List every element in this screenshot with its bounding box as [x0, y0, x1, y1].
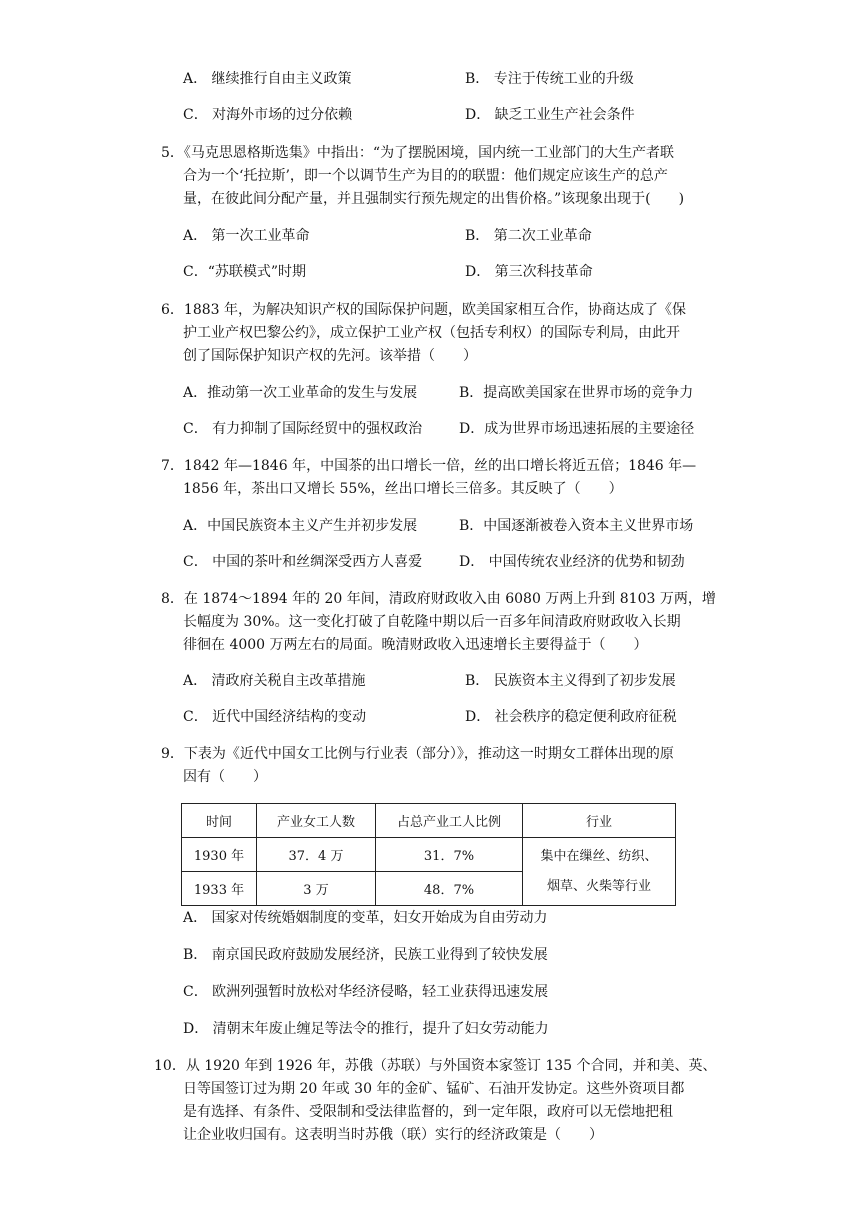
female-workers-table [181, 803, 676, 906]
q6-option-a: A．推动第一次工业革命的发生与发展 [183, 385, 418, 401]
q6-stem-line-2: 护工业产权巴黎公约》，成立保护工业产权（包括专利权）的国际专利局，由此开 [183, 325, 680, 341]
q8-option-b: B． 民族资本主义得到了初步发展 [465, 673, 676, 689]
q6-option-b: B．提高欧美国家在世界市场的竞争力 [459, 385, 694, 401]
q9-stem-line-2: 因有（ ） [183, 769, 267, 785]
q5-option-c: C．“苏联模式”时期 [183, 264, 307, 280]
q4-option-b: B． 专注于传统工业的升级 [465, 71, 634, 87]
table-cell: 1930 年 [182, 838, 257, 872]
table-header-cell: 占总产业工人比例 [376, 804, 523, 838]
q4-option-c: C． 对海外市场的过分依赖 [183, 107, 353, 123]
table-cell: 3 万 [257, 872, 376, 906]
q6-stem-line-1: 6．1883 年，为解决知识产权的国际保护问题，欧美国家相互合作，协商达成了《保 [161, 302, 686, 318]
q9-stem-line-1: 9．下表为《近代中国女工比例与行业表（部分）》，推动这一时期女工群体出现的原 [161, 746, 674, 762]
q6-stem-line-3: 创了国际保护知识产权的先河。该举措（ ） [183, 348, 477, 364]
q10-stem-line-1: 10．从 1920 年到 1926 年，苏俄（苏联）与外国资本家签订 135 个合同，并和美、英、 [154, 1058, 717, 1074]
q7-option-c: C． 中国的茶叶和丝绸深受西方人喜爱 [183, 554, 423, 570]
q6-option-d: D．成为世界市场迅速拓展的主要途径 [459, 421, 695, 437]
table-cell: 31．7% [376, 838, 523, 872]
q7-option-b: B．中国逐渐被卷入资本主义世界市场 [459, 518, 694, 534]
table-header-cell: 时间 [182, 804, 257, 838]
q8-option-c: C． 近代中国经济结构的变动 [183, 709, 367, 725]
q5-option-a: A． 第一次工业革命 [183, 228, 310, 244]
q9-option-c: C． 欧洲列强暂时放松对华经济侵略，轻工业获得迅速发展 [183, 984, 549, 1000]
q10-stem-line-3: 是有选择、有条件、受限制和受法律监督的，到一定年限，政府可以无偿地把租 [183, 1104, 673, 1120]
q7-option-d: D． 中国传统农业经济的优势和韧劲 [459, 554, 685, 570]
q7-stem-line-1: 7．1842 年—1846 年，中国茶的出口增长一倍，丝的出口增长将近五倍；1846 年— [161, 458, 697, 474]
q8-stem-line-2: 长幅度为 30%。这一变化打破了自乾隆中期以后一百多年间清政府财政收入长期 [183, 614, 681, 630]
table-cell: 37．4 万 [257, 838, 376, 872]
table-cell: 48．7% [376, 872, 523, 906]
q7-stem-line-2: 1856 年，茶出口又增长 55%，丝出口增长三倍多。其反映了（ ） [183, 481, 623, 497]
q5-option-b: B． 第二次工业革命 [465, 228, 592, 244]
table-header-cell: 产业女工人数 [257, 804, 376, 838]
q8-stem-line-1: 8．在 1874～1894 年的 20 年间，清政府财政收入由 6080 万两上升到 8103 万两，增 [161, 591, 716, 607]
q6-option-c: C． 有力抑制了国际经贸中的强权政治 [183, 421, 423, 437]
table-cell: 1933 年 [182, 872, 257, 906]
industry-line-1: 集中在缫丝、纺织、 [540, 848, 658, 864]
table-header-row [182, 804, 676, 838]
q9-option-a: A． 国家对传统婚姻制度的变革，妇女开始成为自由劳动力 [183, 910, 548, 926]
q10-stem-line-4: 让企业收归国有。这表明当时苏俄（联）实行的经济政策是（ ） [183, 1127, 603, 1143]
table-row [182, 838, 676, 872]
q8-option-d: D． 社会秩序的稳定便利政府征税 [465, 709, 677, 725]
q8-stem-line-3: 徘徊在 4000 万两左右的局面。晚清财政收入迅速增长主要得益于（ ） [183, 637, 648, 653]
q5-stem-line-2: 合为一个‘托拉斯’，即一个以调节生产为目的的联盟：他们规定应该生产的总产 [183, 168, 668, 184]
q10-stem-line-2: 日等国签订过为期 20 年或 30 年的金矿、锰矿、石油开发协定。这些外资项目都 [183, 1081, 685, 1097]
q5-option-d: D． 第三次科技革命 [465, 264, 593, 280]
industry-line-2: 烟草、火柴等行业 [546, 878, 651, 894]
q9-option-b: B． 南京国民政府鼓励发展经济，民族工业得到了较快发展 [183, 947, 548, 963]
table-cell-industry [523, 838, 676, 906]
q7-option-a: A．中国民族资本主义产生并初步发展 [183, 518, 418, 534]
table-header-cell: 行业 [523, 804, 676, 838]
q4-option-d: D． 缺乏工业生产社会条件 [465, 107, 635, 123]
q4-option-a: A． 继续推行自由主义政策 [183, 71, 352, 87]
q5-stem-line-3: 量，在彼此间分配产量，并且强制实行预先规定的出售价格。”该现象出现于( ) [183, 191, 685, 207]
q8-option-a: A． 清政府关税自主改革措施 [183, 673, 366, 689]
q9-option-d: D． 清朝末年废止缠足等法令的推行，提升了妇女劳动能力 [183, 1021, 549, 1037]
q5-stem-line-1: 5．《马克思恩格斯选集》中指出：“为了摆脱困境，国内统一工业部门的大生产者联 [161, 145, 675, 161]
